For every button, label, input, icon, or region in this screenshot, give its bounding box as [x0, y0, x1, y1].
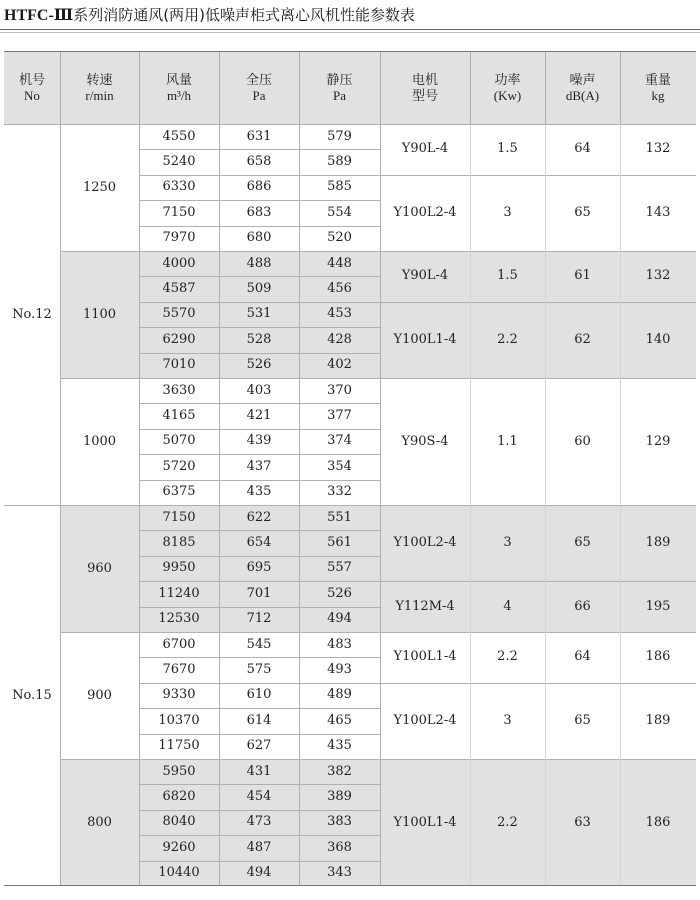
static-pressure-cell: 589: [327, 154, 352, 170]
static-pressure-cell: 489: [327, 687, 352, 703]
airflow-cell: 8185: [162, 535, 196, 551]
column-divider: [470, 124, 471, 886]
airflow-cell: 3630: [162, 382, 196, 398]
total-pressure-cell: 488: [246, 255, 272, 271]
speed-cell: 1250: [82, 179, 117, 195]
power-cell: 2.2: [497, 331, 518, 347]
row-divider: [139, 607, 380, 608]
row-divider: [139, 734, 380, 735]
weight-cell: 189: [645, 712, 671, 728]
weight-cell: 195: [645, 598, 671, 614]
row-divider: [139, 683, 380, 684]
column-divider: [380, 124, 381, 886]
airflow-cell: 11750: [158, 738, 200, 754]
row-divider: [139, 429, 380, 430]
header-label: 风量: [165, 72, 192, 88]
motor-model-cell: Y100L1-4: [393, 814, 457, 830]
total-pressure-cell: 431: [246, 763, 272, 779]
total-pressure-cell: 712: [246, 611, 272, 627]
airflow-cell: 6330: [162, 179, 196, 195]
total-pressure-cell: 622: [246, 509, 272, 525]
static-pressure-cell: 561: [327, 535, 352, 551]
motor-model-cell: Y90S-4: [401, 433, 449, 449]
airflow-cell: 7970: [162, 230, 196, 246]
airflow-cell: 12530: [158, 611, 200, 627]
airflow-cell: 10440: [158, 865, 200, 881]
airflow-cell: 8040: [162, 814, 196, 830]
airflow-cell: 9330: [162, 687, 196, 703]
total-pressure-cell: 631: [246, 128, 272, 144]
row-divider: [139, 403, 380, 404]
static-pressure-cell: 354: [327, 458, 352, 474]
total-pressure-cell: 487: [246, 839, 272, 855]
airflow-cell: 7670: [162, 662, 196, 678]
total-pressure-cell: 494: [246, 865, 272, 881]
static-pressure-cell: 343: [327, 865, 352, 881]
airflow-cell: 5070: [162, 433, 196, 449]
static-pressure-cell: 370: [327, 382, 352, 398]
row-divider: [139, 353, 380, 354]
header-label: 全压: [245, 72, 272, 88]
table-bottom-rule: [4, 885, 696, 886]
motor-model-cell: Y100L1-4: [393, 649, 457, 665]
header-airflow: [139, 51, 219, 124]
row-divider: [139, 327, 380, 328]
motor-model-cell: Y100L2-4: [393, 535, 457, 551]
power-cell: 3: [503, 204, 512, 220]
total-pressure-cell: 435: [246, 484, 272, 500]
header-unit: kg: [651, 87, 665, 103]
header-label: 功率: [494, 72, 521, 88]
total-pressure-cell: 686: [246, 179, 272, 195]
motor-model-cell: Y100L2-4: [393, 204, 457, 220]
header-speed: [60, 51, 139, 124]
weight-cell: 189: [645, 535, 671, 551]
noise-cell: 61: [574, 268, 591, 284]
total-pressure-cell: 680: [246, 230, 272, 246]
header-weight: [620, 51, 696, 124]
speed-divider: [60, 759, 696, 760]
header-unit: Pa: [252, 87, 266, 103]
noise-cell: 64: [574, 649, 591, 665]
title-rule-thin: [0, 32, 700, 33]
column-divider: [299, 124, 300, 886]
static-pressure-cell: 494: [327, 611, 352, 627]
total-pressure-cell: 439: [246, 433, 272, 449]
static-pressure-cell: 493: [327, 662, 352, 678]
total-pressure-cell: 627: [246, 738, 272, 754]
static-pressure-cell: 383: [327, 814, 352, 830]
machine-no-cell: No.12: [12, 306, 52, 322]
static-pressure-cell: 448: [327, 255, 352, 271]
airflow-cell: 4587: [162, 281, 196, 297]
power-cell: 3: [503, 712, 512, 728]
header-static-pressure: [299, 51, 380, 124]
static-pressure-cell: 374: [327, 433, 352, 449]
header-divider: [219, 51, 220, 124]
static-pressure-cell: 579: [327, 128, 352, 144]
total-pressure-cell: 614: [246, 712, 272, 728]
header-divider: [380, 51, 381, 124]
static-pressure-cell: 435: [327, 738, 352, 754]
row-divider: [139, 276, 380, 277]
static-pressure-cell: 428: [327, 331, 352, 347]
header-divider: [299, 51, 300, 124]
row-divider: [139, 200, 380, 201]
noise-cell: 65: [574, 712, 591, 728]
header-label: 转速: [86, 72, 113, 88]
motor-divider: [380, 302, 696, 303]
header-unit: (Kw): [493, 87, 522, 103]
airflow-cell: 6375: [162, 484, 196, 500]
weight-cell: 143: [645, 204, 671, 220]
weight-cell: 186: [645, 649, 671, 665]
row-divider: [139, 835, 380, 836]
airflow-cell: 7150: [162, 204, 196, 220]
airflow-cell: 5720: [162, 458, 196, 474]
airflow-cell: 6820: [162, 789, 196, 805]
static-pressure-cell: 465: [327, 712, 352, 728]
airflow-cell: 10370: [158, 712, 200, 728]
power-cell: 1.1: [497, 433, 518, 449]
motor-divider: [380, 581, 696, 582]
row-divider: [139, 784, 380, 785]
row-divider: [139, 556, 380, 557]
header-unit: No: [24, 87, 40, 103]
page-title: [4, 3, 694, 29]
total-pressure-cell: 473: [246, 814, 272, 830]
motor-divider: [380, 175, 696, 176]
total-pressure-cell: 454: [246, 789, 272, 805]
speed-cell: 960: [87, 560, 112, 576]
header-divider: [470, 51, 471, 124]
motor-model-cell: Y100L2-4: [393, 712, 457, 728]
speed-cell: 800: [87, 814, 112, 830]
airflow-cell: 7010: [162, 357, 196, 373]
total-pressure-cell: 528: [246, 331, 272, 347]
speed-cell: 1000: [82, 433, 117, 449]
power-cell: 2.2: [497, 649, 518, 665]
header-label: 重量: [644, 72, 671, 88]
header-divider: [545, 51, 546, 124]
header-divider: [620, 51, 621, 124]
machine-divider: [4, 124, 696, 125]
power-cell: 4: [503, 598, 512, 614]
column-divider: [620, 124, 621, 886]
power-cell: 1.5: [497, 141, 518, 157]
noise-cell: 63: [574, 814, 591, 830]
total-pressure-cell: 437: [246, 458, 272, 474]
header-label: 电机: [411, 72, 438, 88]
weight-cell: 129: [645, 433, 671, 449]
power-cell: 2.2: [497, 814, 518, 830]
total-pressure-cell: 509: [246, 281, 272, 297]
total-pressure-cell: 526: [246, 357, 272, 373]
speed-divider: [60, 251, 696, 252]
static-pressure-cell: 453: [327, 306, 352, 322]
row-divider: [139, 861, 380, 862]
machine-divider: [4, 505, 696, 506]
series-code: HTFC-Ⅲ: [4, 7, 74, 24]
static-pressure-cell: 520: [327, 230, 352, 246]
airflow-cell: 5570: [162, 306, 196, 322]
total-pressure-cell: 545: [246, 636, 272, 652]
column-divider: [545, 124, 546, 886]
column-divider: [219, 124, 220, 886]
row-divider: [139, 708, 380, 709]
total-pressure-cell: 695: [246, 560, 272, 576]
total-pressure-cell: 658: [246, 154, 272, 170]
noise-cell: 66: [574, 598, 591, 614]
header-power: [470, 51, 545, 124]
speed-cell: 900: [87, 687, 112, 703]
total-pressure-cell: 421: [246, 408, 272, 424]
total-pressure-cell: 575: [246, 662, 272, 678]
static-pressure-cell: 377: [327, 408, 352, 424]
title-rule: [0, 29, 700, 30]
airflow-cell: 11240: [158, 585, 200, 601]
header-unit: Pa: [333, 87, 346, 103]
header-label: 噪声: [569, 72, 596, 88]
noise-cell: 65: [574, 204, 591, 220]
static-pressure-cell: 483: [327, 636, 352, 652]
static-pressure-cell: 456: [327, 281, 352, 297]
performance-table: [0, 51, 696, 897]
motor-model-cell: Y112M-4: [395, 598, 455, 614]
power-cell: 1.5: [497, 268, 518, 284]
airflow-cell: 4165: [162, 408, 196, 424]
column-divider: [60, 51, 61, 886]
airflow-cell: 9950: [162, 560, 196, 576]
column-divider: [139, 51, 140, 886]
noise-cell: 60: [574, 433, 591, 449]
airflow-cell: 7150: [162, 509, 196, 525]
total-pressure-cell: 701: [246, 585, 272, 601]
header-noise: [545, 51, 620, 124]
motor-model-cell: Y100L1-4: [393, 331, 457, 347]
row-divider: [139, 454, 380, 455]
weight-cell: 132: [645, 141, 671, 157]
row-divider: [139, 657, 380, 658]
total-pressure-cell: 531: [246, 306, 272, 322]
motor-model-cell: Y90L-4: [401, 268, 449, 284]
title-text: 系列消防通风(两用)低噪声柜式离心风机性能参数表: [73, 6, 415, 24]
noise-cell: 64: [574, 141, 591, 157]
airflow-cell: 4000: [162, 255, 196, 271]
row-divider: [139, 581, 380, 582]
header-unit: m³/h: [166, 87, 192, 103]
row-divider: [139, 810, 380, 811]
speed-divider: [60, 378, 696, 379]
static-pressure-cell: 554: [327, 204, 352, 220]
static-pressure-cell: 402: [327, 357, 352, 373]
static-pressure-cell: 382: [327, 763, 352, 779]
row-divider: [139, 480, 380, 481]
static-pressure-cell: 332: [327, 484, 352, 500]
header-label: 机号: [18, 72, 45, 88]
static-pressure-cell: 585: [327, 179, 352, 195]
row-divider: [139, 226, 380, 227]
weight-cell: 186: [645, 814, 671, 830]
total-pressure-cell: 683: [246, 204, 272, 220]
motor-divider: [380, 683, 696, 684]
header-unit: dB(A): [565, 87, 600, 103]
row-divider: [139, 175, 380, 176]
airflow-cell: 5240: [162, 154, 196, 170]
static-pressure-cell: 557: [327, 560, 352, 576]
airflow-cell: 6700: [162, 636, 196, 652]
machine-no-cell: No.15: [12, 687, 52, 703]
airflow-cell: 5950: [162, 763, 196, 779]
header-total-pressure: [219, 51, 299, 124]
static-pressure-cell: 551: [327, 509, 352, 525]
total-pressure-cell: 403: [246, 382, 272, 398]
row-divider: [139, 149, 380, 150]
row-divider: [139, 530, 380, 531]
static-pressure-cell: 526: [327, 585, 352, 601]
header-motor: [380, 51, 470, 124]
noise-cell: 62: [574, 331, 591, 347]
motor-model-cell: Y90L-4: [401, 141, 449, 157]
header-unit: 型号: [411, 87, 438, 103]
noise-cell: 65: [574, 535, 591, 551]
airflow-cell: 6290: [162, 331, 196, 347]
airflow-cell: 9260: [162, 839, 196, 855]
power-cell: 3: [503, 535, 512, 551]
speed-divider: [60, 632, 696, 633]
weight-cell: 140: [645, 331, 671, 347]
static-pressure-cell: 368: [327, 839, 352, 855]
header-no: [4, 51, 60, 124]
airflow-cell: 4550: [162, 128, 196, 144]
total-pressure-cell: 654: [246, 535, 272, 551]
header-label: 静压: [326, 72, 353, 88]
static-pressure-cell: 389: [327, 789, 352, 805]
header-unit: r/min: [85, 87, 114, 103]
row-divider: [139, 302, 380, 303]
weight-cell: 132: [645, 268, 671, 284]
table-top-rule: [4, 51, 696, 52]
speed-cell: 1100: [82, 306, 117, 322]
total-pressure-cell: 610: [246, 687, 272, 703]
